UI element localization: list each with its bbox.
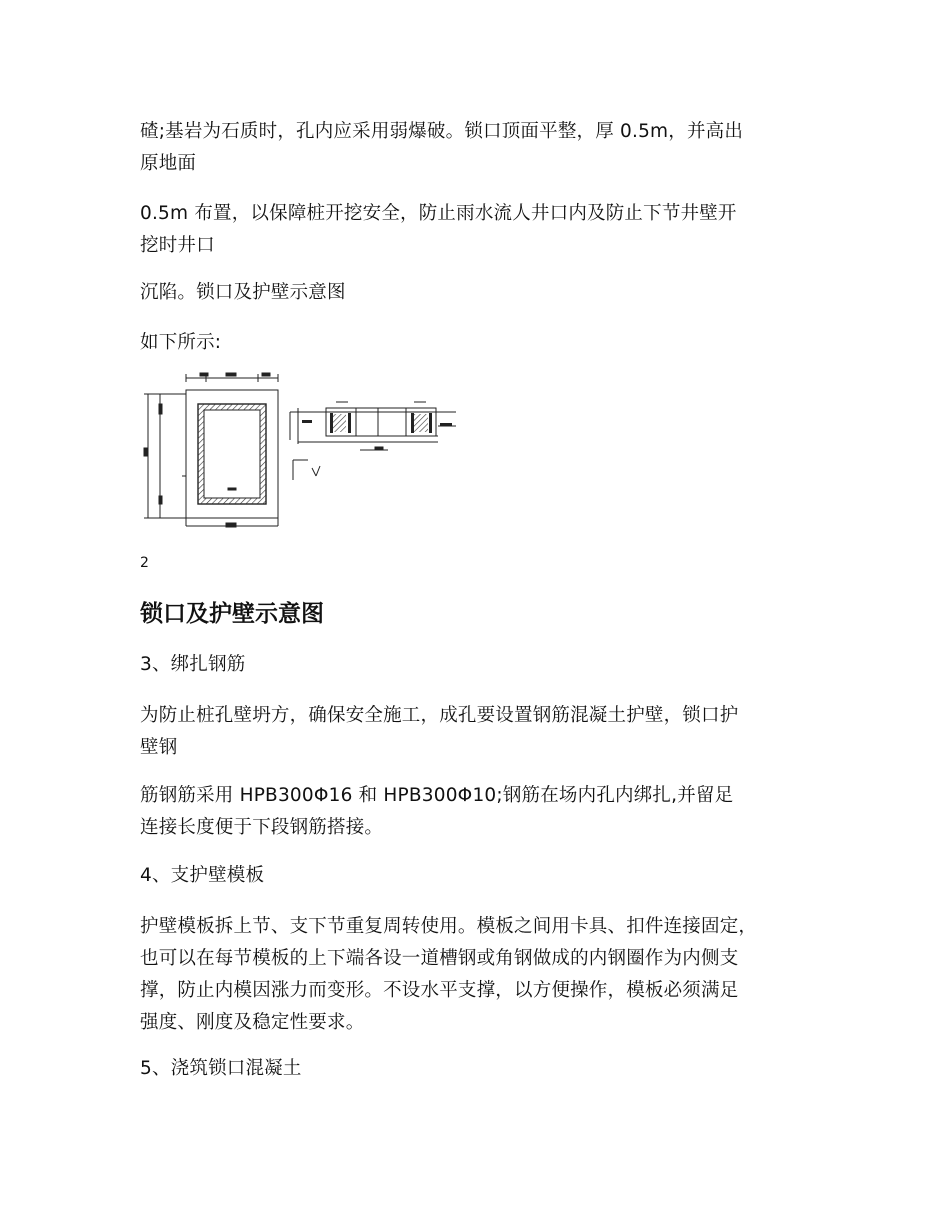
section-3-paragraph-2 bbox=[140, 780, 830, 844]
text-line: 原地面 bbox=[140, 153, 197, 174]
text-line: 也可以在每节模板的上下端各设一道槽钢或角钢做成的内钢圈作为内侧支 bbox=[140, 948, 739, 969]
section-4-paragraph bbox=[140, 911, 830, 1039]
paragraph-subsidence bbox=[140, 277, 830, 309]
text-line: 筋钢筋采用 HPB300Φ16 和 HPB300Φ10;钢筋在场内孔内绑扎,并留足 bbox=[140, 785, 734, 806]
paragraph-as-follows bbox=[140, 327, 830, 359]
text-line: 连接长度便于下段钢筋搭接。 bbox=[140, 817, 384, 838]
page-number: 2 bbox=[140, 555, 149, 571]
text-line: 碴;基岩为石质时，孔内应采用弱爆破。锁口顶面平整，厚 0.5m，并高出 bbox=[140, 121, 744, 142]
lock-wall-diagram bbox=[138, 368, 468, 538]
text-line: 挖时井口 bbox=[140, 235, 215, 256]
text-line: 为防止桩孔壁坍方，确保安全施工，成孔要设置钢筋混凝土护壁，锁口护 bbox=[140, 705, 739, 726]
paragraph-lock-height bbox=[140, 198, 830, 262]
section-4-title: 4、支护壁模板 bbox=[140, 865, 265, 886]
section-5-title: 5、浇筑锁口混凝土 bbox=[140, 1058, 302, 1079]
figure-heading: 锁口及护壁示意图 bbox=[140, 601, 324, 627]
text-line: 如下所示: bbox=[140, 332, 222, 353]
text-line: 壁钢 bbox=[140, 737, 178, 758]
text-line: 护壁模板拆上节、支下节重复周转使用。模板之间用卡具、扣件连接固定， bbox=[140, 916, 758, 937]
text-line: 撑，防止内模因涨力而变形。不设水平支撑，以方便操作，模板必须满足 bbox=[140, 980, 739, 1001]
text-line: 0.5m 布置，以保障桩开挖安全，防止雨水流人井口内及防止下节井壁开 bbox=[140, 203, 737, 224]
text-line: 沉陷。锁口及护壁示意图 bbox=[140, 282, 346, 303]
section-3-title: 3、绑扎钢筋 bbox=[140, 654, 246, 675]
text-line: 强度、刚度及稳定性要求。 bbox=[140, 1012, 365, 1033]
section-3-paragraph-1 bbox=[140, 700, 830, 764]
paragraph-lock-top bbox=[140, 116, 830, 180]
